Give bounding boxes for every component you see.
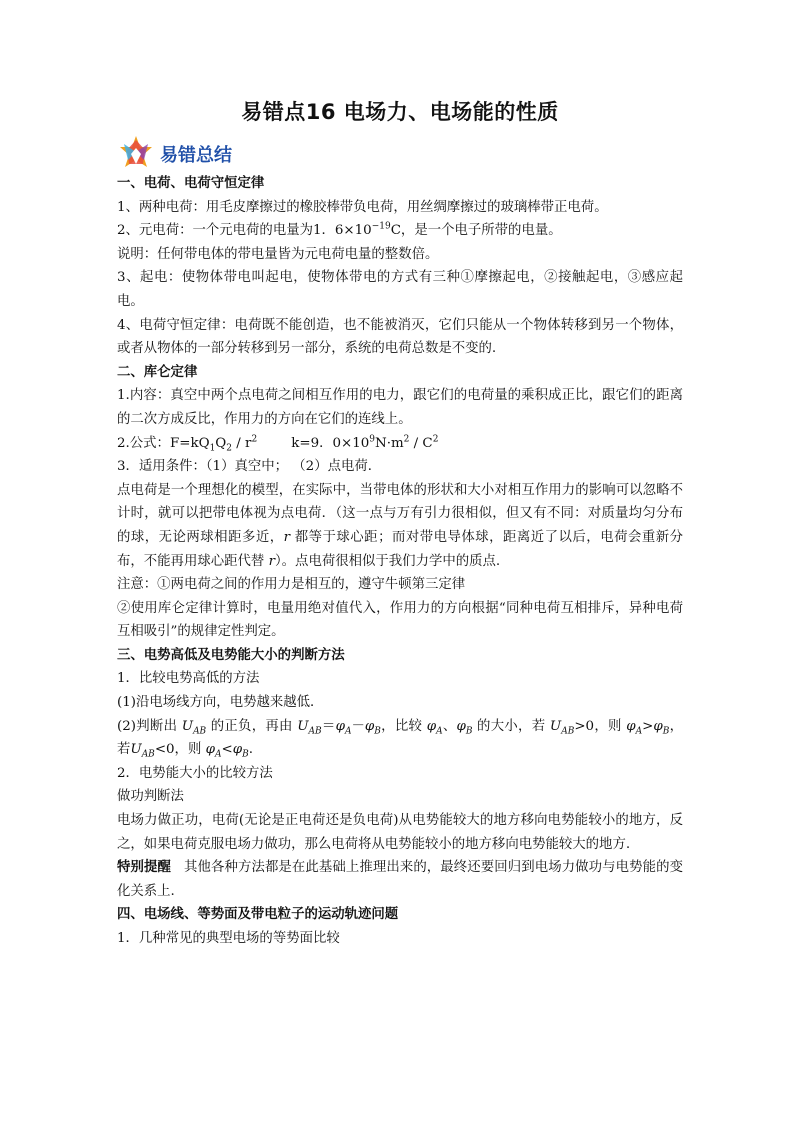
paragraph: ②使用库仑定律计算时，电量用绝对值代入，作用力的方向根据“同种电荷互相排斥，异种电荷互相吸引”的规律定性判定。 bbox=[117, 600, 683, 640]
paragraph: 4、电荷守恒定律：电荷既不能创造，也不能被消灭，它们只能从一个物体转移到另一个物体，或者从物体的一部分转移到另一部分，系统的电荷总数是不变的. bbox=[117, 317, 683, 357]
tip-label: 特别提醒 bbox=[117, 860, 171, 876]
paragraph: 2、元电荷：一个元电荷的电量为1．$6\times 10^{-19}C$，是一个电子所带的电量。 bbox=[117, 221, 562, 239]
coulomb-formula: 2.公式：$F=kQ_1Q_2 / r^2$ k=9．$0\times 10^9N\cdot m^2 / C^2$ bbox=[117, 434, 439, 454]
paragraph: 1．几种常见的典型电场的等势面比较 bbox=[117, 931, 340, 946]
paragraph: (1)沿电场线方向，电势越来越低． bbox=[117, 695, 324, 711]
paragraph: 电场力做正功，电荷(无论是正电荷还是负电荷)从电势能较大的地方移向电势能较小的地方，反之，如果电荷克服电场力做功，那么电荷将从电势能较小的地方移向电势能较大的地方. bbox=[117, 813, 683, 852]
section-heading-3: 三、电势高低及电势能大小的判断方法 bbox=[117, 647, 345, 663]
paragraph: 3、起电：使物体带电叫起电，使物体带电的方式有三种①摩擦起电，②接触起电，③感应起电。 bbox=[117, 270, 683, 309]
section-heading-1: 一、电荷、电荷守恒定律 bbox=[117, 176, 265, 191]
paragraph: 1．比较电势高低的方法 bbox=[117, 671, 260, 687]
star-badge-icon bbox=[116, 134, 156, 174]
paragraph: 1、两种电荷：用毛皮摩擦过的橡胶棒带负电荷，用丝绸摩擦过的玻璃棒带正电荷。 bbox=[117, 199, 608, 215]
page-title: 易错点16 电场力、电场能的性质 bbox=[241, 100, 559, 124]
potential-compare-paragraph: (2)判断出 $U_{AB}$ 的正负，再由 $U_{AB}=\varphi_A-\varphi_B$，比较 $\varphi_A$、$\varphi_B$ 的大小，若 $U_{AB}>0$，则 $\varphi_A>\varphi_B$，若$U_{AB}<0$，则 $\varphi_A<\varphi_B$. bbox=[117, 718, 684, 760]
paragraph: 注意：①两电荷之间的作用力是相互的，遵守牛顿第三定律 bbox=[117, 577, 466, 593]
paragraph: 做功判断法 bbox=[117, 789, 184, 805]
document-body bbox=[117, 172, 683, 951]
paragraph: 1.内容：真空中两个点电荷之间相互作用的电力，跟它们的电荷量的乘积成正比，跟它们的距离的二次方成反比，作用力的方向在它们的连线上。 bbox=[117, 388, 683, 427]
paragraph: 点电荷是一个理想化的模型，在实际中，当带电体的形状和大小对相互作用力的影响可以忽略不计时，就可以把带电体视为点电荷．（这一点与万有引力很相似，但又有不同：对质量均匀分布的球，无论两球相距多近，r 都等于球心距；而对带电导体球，距离近了以后，电荷会重新分布，不能再用球心距代替 r）。点电荷很相似于我们力学中的质点. bbox=[117, 482, 683, 569]
banner-label: 易错总结 bbox=[160, 145, 232, 166]
paragraph: 3．适用条件：（1）真空中； （2）点电荷． bbox=[117, 459, 382, 475]
tip-paragraph: 特别提醒 其他各种方法都是在此基础上推理出来的，最终还要回归到电场力做功与电势能的变化关系上. bbox=[117, 860, 683, 899]
section-banner bbox=[116, 136, 232, 172]
section-heading-4: 四、电场线、等势面及带电粒子的运动轨迹问题 bbox=[117, 907, 399, 923]
paragraph: 说明：任何带电体的带电量皆为元电荷电量的整数倍。 bbox=[117, 246, 439, 262]
paragraph: 2．电势能大小的比较方法 bbox=[117, 765, 273, 781]
section-heading-2: 二、库仑定律 bbox=[117, 364, 198, 380]
